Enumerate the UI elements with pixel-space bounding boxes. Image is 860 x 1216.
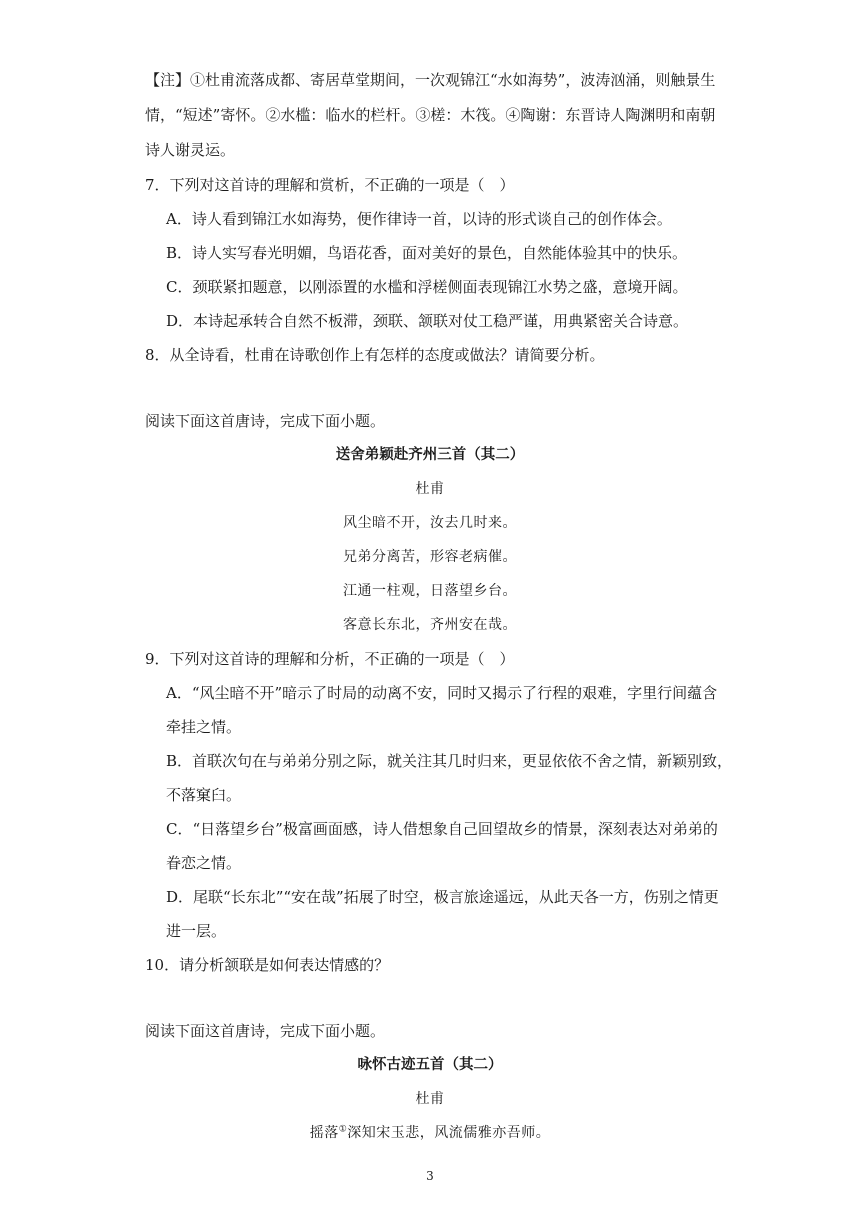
poem-2-line-3: 江通一柱观，日落望乡台。 [343, 583, 517, 599]
question-7-option-a: A．诗人看到锦江水如海势，便作律诗一首，以诗的形式谈自己的创作体会。 [166, 210, 672, 228]
poem-3-title: 咏怀古迹五首（其二） [357, 1056, 503, 1073]
question-10-stem: 10．请分析颔联是如何表达情感的？ [145, 956, 390, 974]
question-9-option-c-line-2: 眷恋之情。 [166, 854, 242, 872]
note-line-3: 诗人谢灵运。 [145, 141, 236, 159]
question-7-option-d: D．本诗起承转合自然不板滞，颈联、颔联对仗工稳严谨，用典紧密关合诗意。 [166, 312, 689, 330]
question-9-option-d-line-1: D．尾联“长东北”“安在哉”拓展了时空，极言旅途遥远，从此天各一方，伤别之情更 [166, 888, 719, 906]
note-line-2: 情，“短述”寄怀。②水槛：临水的栏杆。③槎：木筏。④陶谢：东晋诗人陶渊明和南朝 [145, 106, 716, 124]
poem-2-line-1: 风尘暗不开，汝去几时来。 [343, 515, 517, 531]
footnote-marker: ① [338, 1124, 348, 1135]
question-8-stem: 8．从全诗看，杜甫在诗歌创作上有怎样的态度或做法？请简要分析。 [145, 346, 605, 364]
question-9-option-a-line-2: 牵挂之情。 [166, 718, 242, 736]
question-9-option-d-line-2: 进一层。 [166, 922, 227, 940]
poem-3-line-1 [0, 1123, 860, 1143]
poem-2-line-2: 兄弟分离苦，形容老病催。 [343, 549, 517, 565]
poem-3-line-1-start: 摇落 [309, 1125, 339, 1141]
question-9-stem: 9．下列对这首诗的理解和分析，不正确的一项是（ ） [145, 650, 515, 668]
poem-2-line-4: 客意长东北，齐州安在哉。 [343, 617, 517, 633]
question-7-stem: 7．下列对这首诗的理解和赏析，不正确的一项是（ ） [145, 176, 515, 194]
poem-2-author: 杜甫 [415, 481, 445, 497]
question-7-option-c: C．颈联紧扣题意，以刚添置的水槛和浮槎侧面表现锦江水势之盛，意境开阔。 [166, 278, 688, 296]
question-9-option-a-line-1: A．“风尘暗不开”暗示了时局的动离不安，同时又揭示了行程的艰难，字里行间蕴含 [166, 684, 718, 702]
question-9-option-c-line-1: C．“日落望乡台”极富画面感，诗人借想象自己回望故乡的情景，深刻表达对弟弟的 [166, 820, 718, 838]
note-line-1: 【注】①杜甫流落成都、寄居草堂期间，一次观锦江“水如海势”，波涛汹涌，则触景生 [145, 71, 716, 89]
poem-3-author: 杜甫 [415, 1091, 445, 1107]
section-2-intro: 阅读下面这首唐诗，完成下面小题。 [145, 412, 386, 430]
poem-2-title: 送舍弟颖赴齐州三首（其二） [335, 446, 525, 463]
section-3-intro: 阅读下面这首唐诗，完成下面小题。 [145, 1022, 386, 1040]
poem-3-line-1-rest: 深知宋玉悲，风流儒雅亦吾师。 [347, 1125, 551, 1141]
page-number: 3 [426, 1169, 434, 1183]
question-7-option-b: B．诗人实写春光明媚，鸟语花香，面对美好的景色，自然能体验其中的快乐。 [166, 244, 688, 262]
question-9-option-b-line-2: 不落窠臼。 [166, 786, 242, 804]
question-9-option-b-line-1: B．首联次句在与弟弟分别之际，就关注其几时归来，更显依依不舍之情，新颖别致， [166, 752, 733, 770]
